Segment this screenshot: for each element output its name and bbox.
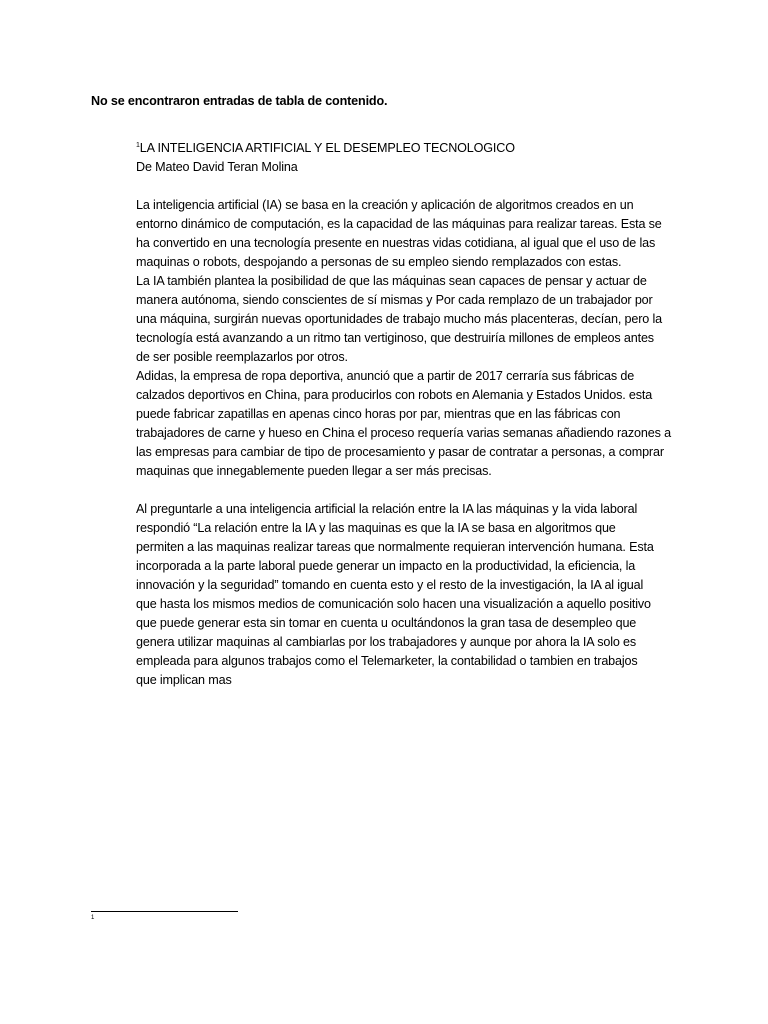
text-line: innovación y la seguridad” tomando en cuenta esto y el resto de la investigación, la IA al igual — [136, 578, 644, 592]
text-line: maquinas o robots, despojando a personas de su empleo siendo remplazados con estas. — [136, 255, 622, 269]
text-line: respondió “La relación entre la IA y las maquinas es que la IA se basa en algoritmos que — [136, 521, 616, 535]
text-line: maquinas que innegablemente pueden llegar a ser más precisas. — [136, 464, 492, 478]
toc-empty-notice: No se encontraron entradas de tabla de contenido. — [91, 94, 388, 108]
text-line: trabajadores de carne y hueso en China el proceso requería varias semanas añadiendo razones a — [136, 426, 671, 440]
essay-title-text: LA INTELIGENCIA ARTIFICIAL Y EL DESEMPLEO TECNOLOGICO — [139, 141, 515, 155]
essay-body — [136, 139, 684, 690]
essay-title — [136, 139, 684, 158]
paragraph-2 — [136, 500, 684, 690]
footnote-number: 1 — [91, 915, 95, 921]
text-line: que puede generar esta sin tomar en cuenta u ocultándonos la gran tasa de desempleo que — [136, 616, 637, 630]
text-line: permiten a las maquinas realizar tareas que normalmente requieran intervención humana. Esta — [136, 540, 654, 554]
text-line: que hasta los mismos medios de comunicación solo hacen una visualización a aquello positivo — [136, 597, 651, 611]
text-line: manera autónoma, siendo conscientes de sí mismas y Por cada remplazo de un trabajador por — [136, 293, 653, 307]
essay-author: De Mateo David Teran Molina — [136, 160, 298, 174]
text-line: empleada para algunos trabajos como el Telemarketer, la contabilidad o tambien en trabajos — [136, 654, 638, 668]
text-line: genera utilizar maquinas al cambiarlas por los trabajadores y aunque por ahora la IA solo es — [136, 635, 637, 649]
text-line: incorporada a la parte laboral puede generar un impacto en la productividad, la eficiencia, la — [136, 559, 636, 573]
text-line: una máquina, surgirán nuevas oportunidades de trabajo mucho más placenteras, decían, pero la — [136, 312, 662, 326]
text-line: tecnología está avanzando a un ritmo tan vertiginoso, que destruiría millones de empleos antes — [136, 331, 654, 345]
text-line: puede fabricar zapatillas en apenas cinco horas por par, mientras que en las fábricas con — [136, 407, 621, 421]
paragraph-spacer — [136, 481, 684, 500]
text-line: Adidas, la empresa de ropa deportiva, anunció que a partir de 2017 cerraría sus fábricas de — [136, 369, 635, 383]
paragraph-spacer — [136, 177, 684, 196]
text-line: de ser posible reemplazarlos por otros. — [136, 350, 348, 364]
footnote-reference: 1 — [136, 142, 140, 149]
text-line: La inteligencia artificial (IA) se basa en la creación y aplicación de algoritmos creados en un — [136, 198, 634, 212]
text-line: calzados deportivos en China, para producirlos con robots en Alemania y Estados Unidos. esta — [136, 388, 653, 402]
text-line: que implican mas — [136, 673, 232, 687]
text-line: las empresas para cambiar de tipo de procesamiento y pasar de contratar a personas, a comprar — [136, 445, 664, 459]
paragraph-1 — [136, 196, 684, 481]
text-line: La IA también plantea la posibilidad de que las máquinas sean capaces de pensar y actuar de — [136, 274, 647, 288]
text-line: Al preguntarle a una inteligencia artificial la relación entre la IA las máquinas y la vida laboral — [136, 502, 638, 516]
footnote-separator — [91, 911, 238, 912]
text-line: entorno dinámico de computación, es la capacidad de las máquinas para realizar tareas. Esta se — [136, 217, 662, 231]
text-line: ha convertido en una tecnología presente en nuestras vidas cotidiana, al igual que el uso de las — [136, 236, 656, 250]
